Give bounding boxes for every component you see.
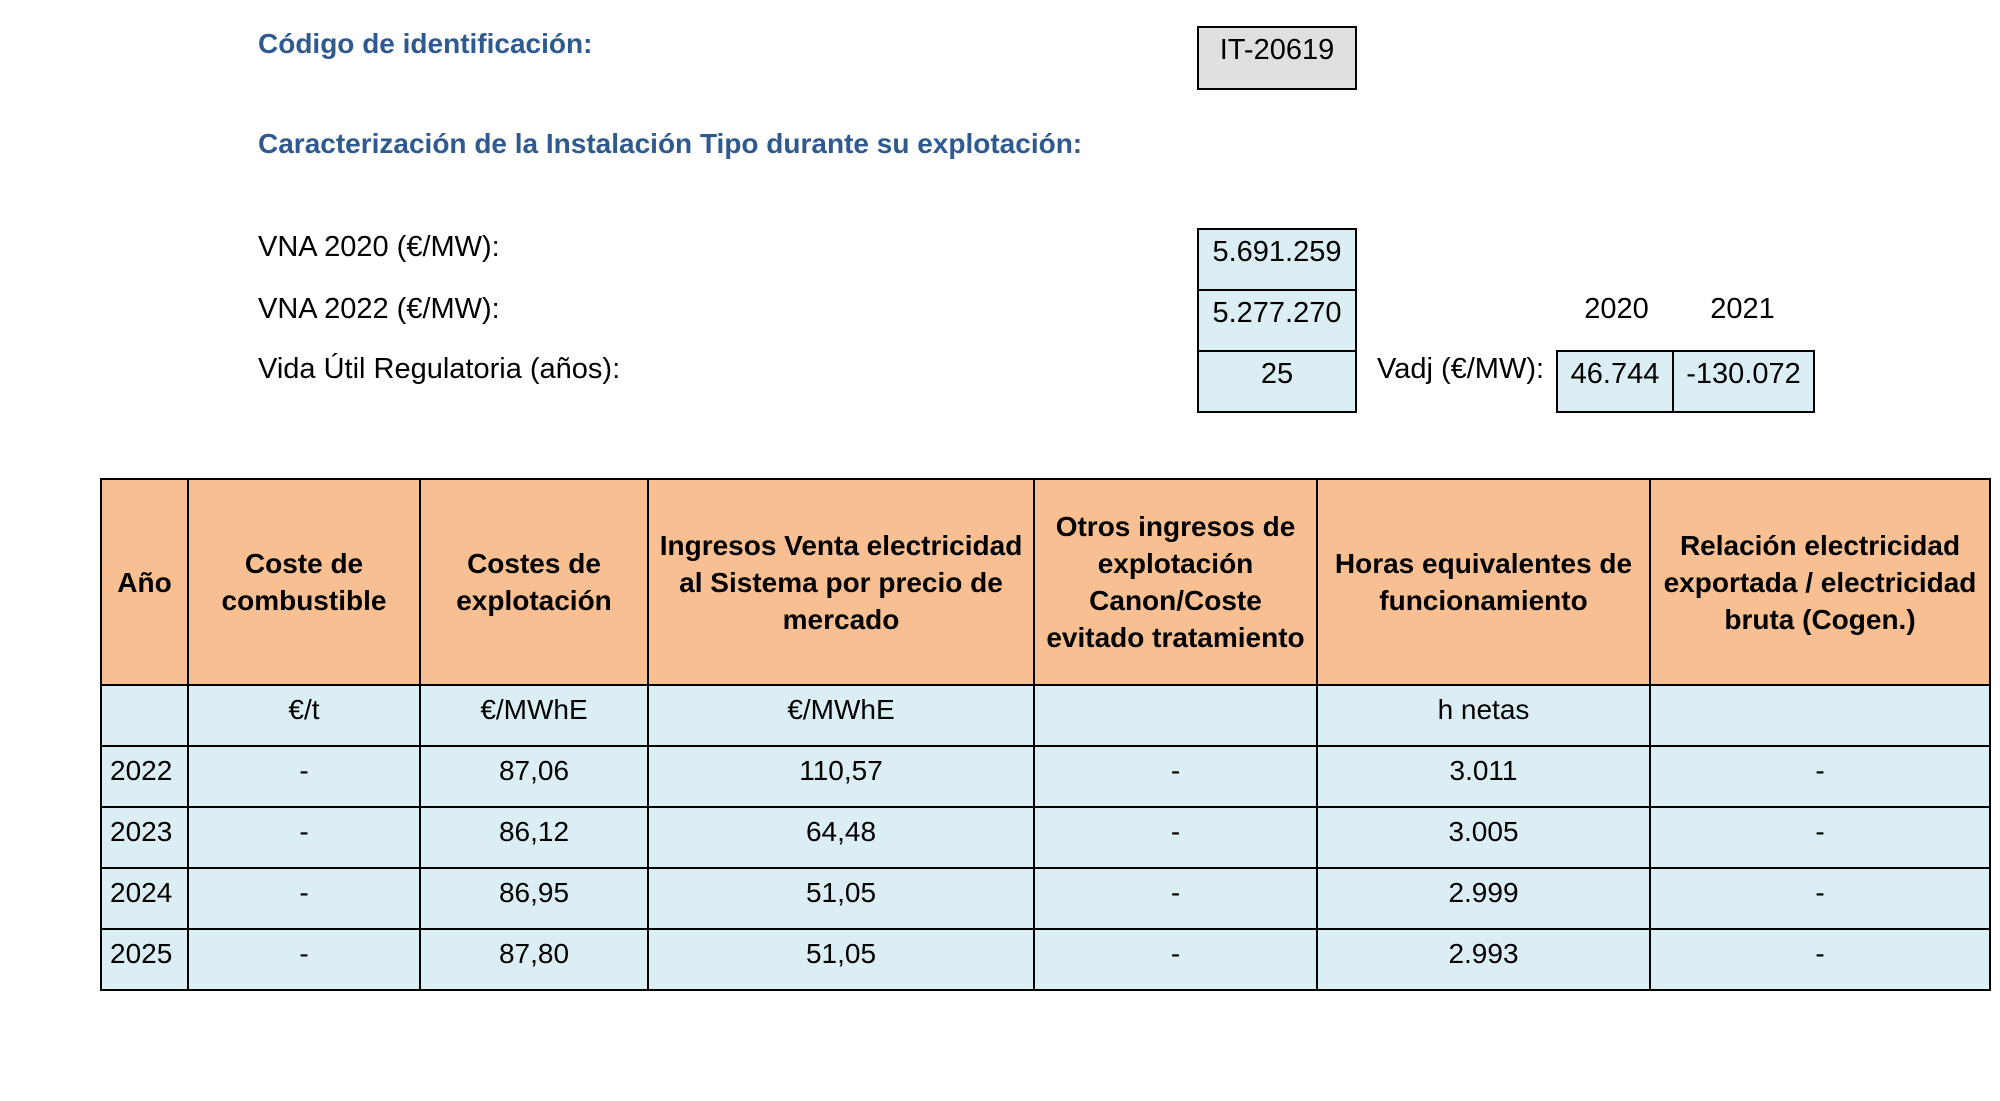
table-cell: 86,12 [420, 807, 648, 868]
table-cell: - [1034, 868, 1317, 929]
vida-util-value: 25 [1197, 350, 1357, 413]
table-row [101, 746, 1990, 807]
table-cell: 86,95 [420, 868, 648, 929]
table-cell: 51,05 [648, 929, 1034, 990]
table-cell: - [1650, 807, 1990, 868]
section-title: Caracterización de la Instalación Tipo durante su explotación: [258, 128, 1083, 159]
table-cell: 2.999 [1317, 868, 1650, 929]
vadj-2020-value: 46.744 [1556, 350, 1674, 413]
table-cell: - [1650, 746, 1990, 807]
col-header-coste-combustible: Coste de combustible [188, 479, 420, 685]
code-label: Código de identificación: [258, 28, 593, 59]
table-cell: 3.005 [1317, 807, 1650, 868]
unit-cell [1034, 685, 1317, 746]
table-cell: 2.993 [1317, 929, 1650, 990]
year-cell: 2025 [101, 929, 188, 990]
table-cell: - [188, 868, 420, 929]
table-cell: - [188, 929, 420, 990]
table-cell: 87,80 [420, 929, 648, 990]
table-cell: 51,05 [648, 868, 1034, 929]
table-cell: 64,48 [648, 807, 1034, 868]
col-header-ingresos-venta: Ingresos Venta electricidad al Sistema por precio de mercado [648, 479, 1034, 685]
table-row [101, 929, 1990, 990]
table-cell: - [188, 807, 420, 868]
col-header-horas-equivalentes: Horas equivalentes de funcionamiento [1317, 479, 1650, 685]
unit-cell [1650, 685, 1990, 746]
col-header-costes-explotacion: Costes de explotación [420, 479, 648, 685]
table-cell: 110,57 [648, 746, 1034, 807]
table-cell: 87,06 [420, 746, 648, 807]
data-table [100, 478, 1991, 991]
table-cell: - [188, 746, 420, 807]
vadj-year-2021: 2021 [1710, 293, 1775, 325]
table-cell: - [1650, 868, 1990, 929]
year-cell: 2022 [101, 746, 188, 807]
vna2020-label: VNA 2020 (€/MW): [258, 231, 500, 263]
col-header-ano: Año [101, 479, 188, 685]
table-cell: - [1034, 807, 1317, 868]
code-value: IT-20619 [1197, 26, 1357, 90]
unit-cell: €/t [188, 685, 420, 746]
unit-cell: €/MWhE [648, 685, 1034, 746]
units-row [101, 685, 1990, 746]
table-cell: - [1650, 929, 1990, 990]
vadj-year-2020: 2020 [1584, 293, 1649, 325]
unit-cell: €/MWhE [420, 685, 648, 746]
table-cell: - [1034, 929, 1317, 990]
unit-cell: h netas [1317, 685, 1650, 746]
year-cell: 2024 [101, 868, 188, 929]
unit-cell [101, 685, 188, 746]
vna2020-value: 5.691.259 [1197, 228, 1357, 291]
table-cell: 3.011 [1317, 746, 1650, 807]
col-header-relacion-electricidad: Relación electricidad exportada / electricidad bruta (Cogen.) [1650, 479, 1990, 685]
table-cell: - [1034, 746, 1317, 807]
col-header-otros-ingresos: Otros ingresos de explotación Canon/Coste evitado tratamiento [1034, 479, 1317, 685]
table-row [101, 868, 1990, 929]
vna2022-label: VNA 2022 (€/MW): [258, 293, 500, 325]
header-row [101, 479, 1990, 685]
table-row [101, 807, 1990, 868]
year-cell: 2023 [101, 807, 188, 868]
vna2022-value: 5.277.270 [1197, 289, 1357, 352]
vida-util-label: Vida Útil Regulatoria (años): [258, 353, 621, 385]
vadj-label: Vadj (€/MW): [1377, 353, 1545, 385]
vadj-2021-value: -130.072 [1672, 350, 1815, 413]
